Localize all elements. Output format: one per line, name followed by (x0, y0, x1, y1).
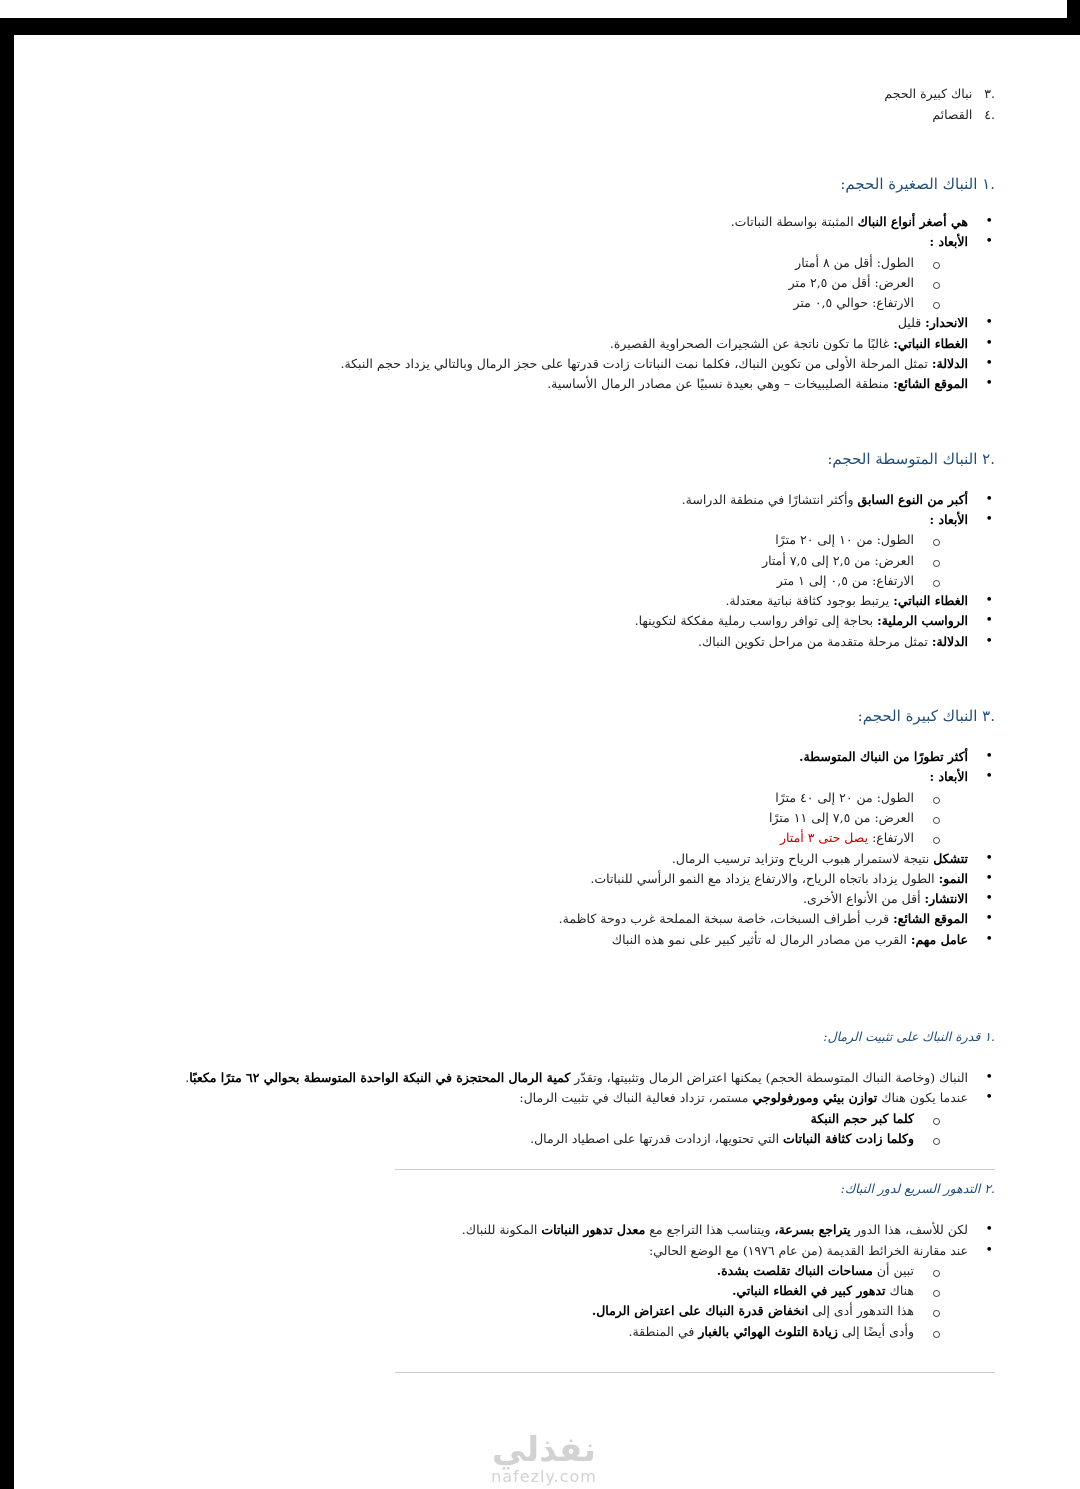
document-page (14, 35, 1080, 1489)
list-item: • الغطاء النباتي: يرتبط بوجود كثافة نباتية معتدلة. (65, 591, 995, 611)
list-item: • الدلالة: تمثل مرحلة متقدمة من مراحل تكوين النباك. (65, 632, 995, 652)
top-numbered-list (65, 83, 995, 125)
list-item: • النباك (وخاصة النباك المتوسطة الحجم) يمكنها اعتراض الرمال وتثبيتها، وتقدّر كمية الرمال المحتجزة في النبكة الواحدة المتوسطة بحوالي ٦٢ مترًا مكعبًا. (65, 1068, 995, 1088)
medium-bullet-list (65, 490, 995, 652)
list-item: • الأبعاد : الطول: من ٢٠ إلى ٤٠ مترًا العرض: من ٧,٥ إلى ١١ مترًا الارتفاع: يصل حتى ٣ أمتار (65, 767, 995, 848)
list-item: • أكبر من النوع السابق وأكثر انتشارًا في منطقة الدراسة. (65, 490, 995, 510)
dimensions-list (65, 253, 968, 314)
list-item: الارتفاع: يصل حتى ٣ أمتار (65, 828, 968, 848)
list-item: • الرواسب الرملية: بحاجة إلى توافر رواسب رملية مفككة لتكوينها. (65, 611, 995, 631)
document-content (65, 83, 995, 1373)
capacity-sub-list (65, 1109, 968, 1150)
large-bullet-list (65, 747, 995, 950)
watermark-arabic: نفذلي (491, 1430, 597, 1470)
list-item: • الانحدار: قليل (65, 313, 995, 333)
list-item: .٤ القصائم (932, 107, 995, 122)
top-strip (0, 0, 1067, 18)
decline-bullet-list (65, 1220, 995, 1342)
list-item: الطول: أقل من ٨ أمتار (65, 253, 968, 273)
list-item: .٣ نباك كبيرة الحجم (884, 86, 995, 101)
list-item: • الموقع الشائع: قرب أطراف السبخات، خاصة سبخة المملحة غرب دوحة كاظمة. (65, 909, 995, 929)
list-item: • الدلالة: تمثل المرحلة الأولى من تكوين النباك، فكلما نمت النباتات زادت قدرتها على حجز الرمال وبالتالي يزداد حجم النبكة. (65, 354, 995, 374)
list-item: الطول: من ١٠ إلى ٢٠ مترًا (65, 530, 968, 550)
horizontal-rule (395, 1372, 995, 1373)
dimensions-list (65, 788, 968, 849)
list-item: العرض: أقل من ٢,٥ متر (65, 273, 968, 293)
list-item: • عامل مهم: القرب من مصادر الرمال له تأثير كبير على نمو هذه النباك (65, 930, 995, 950)
list-item: الطول: من ٢٠ إلى ٤٠ مترًا (65, 788, 968, 808)
list-item: الارتفاع: حوالي ٠,٥ متر (65, 293, 968, 313)
list-item: • الأبعاد : الطول: من ١٠ إلى ٢٠ مترًا العرض: من ٢,٥ إلى ٧,٥ أمتار الارتفاع: من ٠,٥ إلى ١ متر (65, 510, 995, 591)
list-item: • أكثر تطورًا من النباك المتوسطة. (65, 747, 995, 767)
dimensions-list (65, 530, 968, 591)
list-item: • عندما يكون هناك توازن بيئي ومورفولوجي مستمر، تزداد فعالية النباك في تثبيت الرمال: كلما كبر حجم النبكة وكلما زادت كثافة النباتات التي تحتويها، ازدادت قدرتها على اصطياد الرمال. (65, 1088, 995, 1149)
section-heading-medium: .٢ النباك المتوسطة الحجم: (827, 449, 995, 468)
height-value: يصل حتى ٣ أمتار (779, 830, 869, 846)
list-item: هناك تدهور كبير في الغطاء النباتي. (65, 1281, 968, 1301)
watermark-logo (474, 1432, 614, 1486)
list-item: • النمو: الطول يزداد باتجاه الرياح، والارتفاع يزداد مع النمو الرأسي للنباتات. (65, 869, 995, 889)
list-item: • تتشكل نتيجة لاستمرار هبوب الرياح وتزايد ترسيب الرمال. (65, 849, 995, 869)
list-item: الارتفاع: من ٠,٥ إلى ١ متر (65, 571, 968, 591)
section-heading-small: .١ النباك الصغيرة الحجم: (840, 175, 995, 193)
capacity-bullet-list (65, 1068, 995, 1149)
list-item: • هي أصغر أنواع النباك المثبتة بواسطة النباتات. (65, 212, 995, 232)
list-item: • الانتشار: أقل من الأنواع الأخرى. (65, 889, 995, 909)
list-item: العرض: من ٢,٥ إلى ٧,٥ أمتار (65, 551, 968, 571)
section-heading-capacity: .١ قدرة النباك على تثبيت الرمال: (823, 1029, 995, 1045)
list-item: وأدى أيضًا إلى زيادة التلوث الهوائي بالغبار في المنطقة. (65, 1322, 968, 1342)
list-item: العرض: من ٧,٥ إلى ١١ مترًا (65, 808, 968, 828)
list-item: وكلما زادت كثافة النباتات التي تحتويها، ازدادت قدرتها على اصطياد الرمال. (65, 1129, 968, 1149)
list-item: • عند مقارنة الخرائط القديمة (من عام ١٩٧٦) مع الوضع الحالي: تبين أن مساحات النباك تقلصت بشدة. هناك تدهور كبير في الغطاء النباتي. هذا التدهور أدى إلى انخفاض قدرة النباك على اعتراض الرمال. وأدى أيضًا إلى زيادة التلوث الهوائي بالغبار في المنطقة. (65, 1241, 995, 1342)
list-item: • الموقع الشائع: منطقة الصليبيخات – وهي بعيدة نسبيًا عن مصادر الرمال الأساسية. (65, 374, 995, 394)
list-item: • الأبعاد : الطول: أقل من ٨ أمتار العرض: أقل من ٢,٥ متر الارتفاع: حوالي ٠,٥ متر (65, 232, 995, 313)
small-bullet-list (65, 212, 995, 395)
list-item: كلما كبر حجم النبكة (65, 1109, 968, 1129)
list-item: • لكن للأسف، هذا الدور يتراجع بسرعة، ويتناسب هذا التراجع مع معدل تدهور النباتات المكونة للنباك. (65, 1220, 995, 1240)
section-heading-large: .٣ النباك كبيرة الحجم: (857, 707, 995, 726)
list-item: • الغطاء النباتي: غالبًا ما تكون ناتجة عن الشجيرات الصحراوية القصيرة. (65, 334, 995, 354)
watermark-latin: nafezly.com (491, 1467, 597, 1486)
decline-sub-list (65, 1261, 968, 1342)
list-item: تبين أن مساحات النباك تقلصت بشدة. (65, 1261, 968, 1281)
list-item: هذا التدهور أدى إلى انخفاض قدرة النباك على اعتراض الرمال. (65, 1301, 968, 1321)
section-heading-decline: .٢ التدهور السريع لدور النباك: (840, 1181, 995, 1197)
